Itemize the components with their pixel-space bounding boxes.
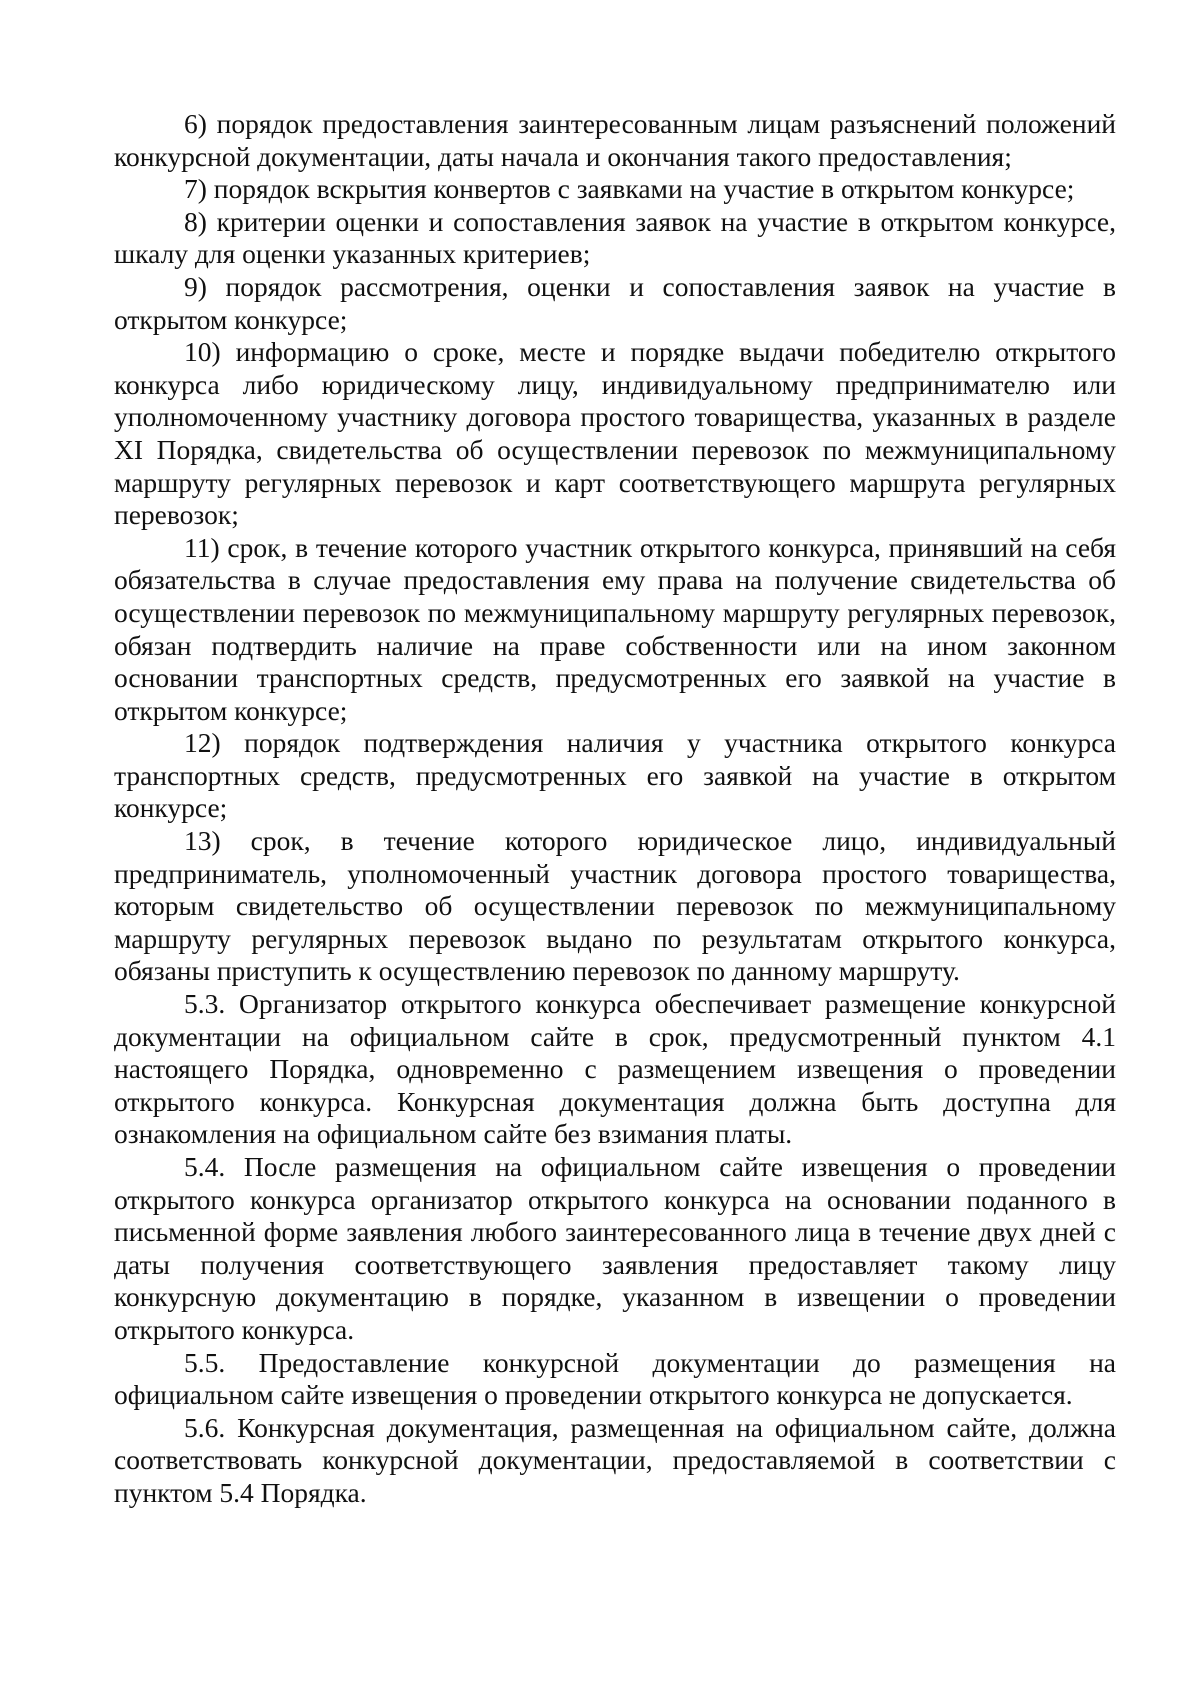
paragraph-item-10: 10) информацию о сроке, месте и порядке выдачи победителю открытого конкурса либо юридическому лицу, индивидуальному предпринимателю или уполномоченному участнику договора простого товарищества, указанных в разделе XI Порядка, свидетельства об осуществлении перевозок по межмуниципальному маршруту регулярных перевозок и карт соответствующего маршрута регулярных перевозок; [114,336,1116,531]
paragraph-item-7: 7) порядок вскрытия конвертов с заявками на участие в открытом конкурсе; [184,173,1075,205]
paragraph-item-13: 13) срок, в течение которого юридическое лицо, индивидуальный предприниматель, уполномоченный участник договора простого товарищества, которым свидетельство об осуществлении перевозок по межмуниципальному маршруту регулярных перевозок выдано по результатам открытого конкурса, обязаны приступить к осуществлению перевозок по данному маршруту. [114,825,1116,987]
paragraph-item-12: 12) порядок подтверждения наличия у участника открытого конкурса транспортных средств, предусмотренных его заявкой на участие в открытом конкурсе; [114,727,1116,824]
paragraph-item-8: 8) критерии оценки и сопоставления заявок на участие в открытом конкурсе, шкалу для оценки указанных критериев; [114,205,1116,270]
document-page [114,108,1116,1510]
paragraph-item-9: 9) порядок рассмотрения, оценки и сопоставления заявок на участие в открытом конкурсе; [114,270,1116,335]
paragraph-clause-5-4: 5.4. После размещения на официальном сайте извещения о проведении открытого конкурса организатор открытого конкурса на основании поданного в письменной форме заявления любого заинтересованного лица в течение двух дней с даты получения соответствующего заявления предоставляет такому лицу конкурсную документацию в порядке, указанном в извещении о проведении открытого конкурса. [114,1151,1116,1345]
paragraph-clause-5-3: 5.3. Организатор открытого конкурса обеспечивает размещение конкурсной документации на официальном сайте в срок, предусмотренный пунктом 4.1 настоящего Порядка, одновременно с размещением извещения о проведении открытого конкурса. Конкурсная документация должна быть доступна для ознакомления на официальном сайте без взимания платы. [114,988,1116,1150]
paragraph-clause-5-6: 5.6. Конкурсная документация, размещенная на официальном сайте, должна соответствовать конкурсной документации, предоставляемой в соответствии с пунктом 5.4 Порядка. [114,1411,1116,1508]
paragraph-clause-5-5: 5.5. Предоставление конкурсной документации до размещения на официальном сайте извещения о проведении открытого конкурса не допускается. [114,1346,1116,1411]
paragraph-item-11: 11) срок, в течение которого участник открытого конкурса, принявший на себя обязательства в случае предоставления ему права на получение свидетельства об осуществлении перевозок по межмуниципальному маршруту регулярных перевозок, обязан подтвердить наличие на праве собственности или на ином законном основании транспортных средств, предусмотренных его заявкой на участие в открытом конкурсе; [114,531,1116,726]
paragraph-item-6: 6) порядок предоставления заинтересованным лицам разъяснений положений конкурсной документации, даты начала и окончания такого предоставления; [114,108,1116,172]
